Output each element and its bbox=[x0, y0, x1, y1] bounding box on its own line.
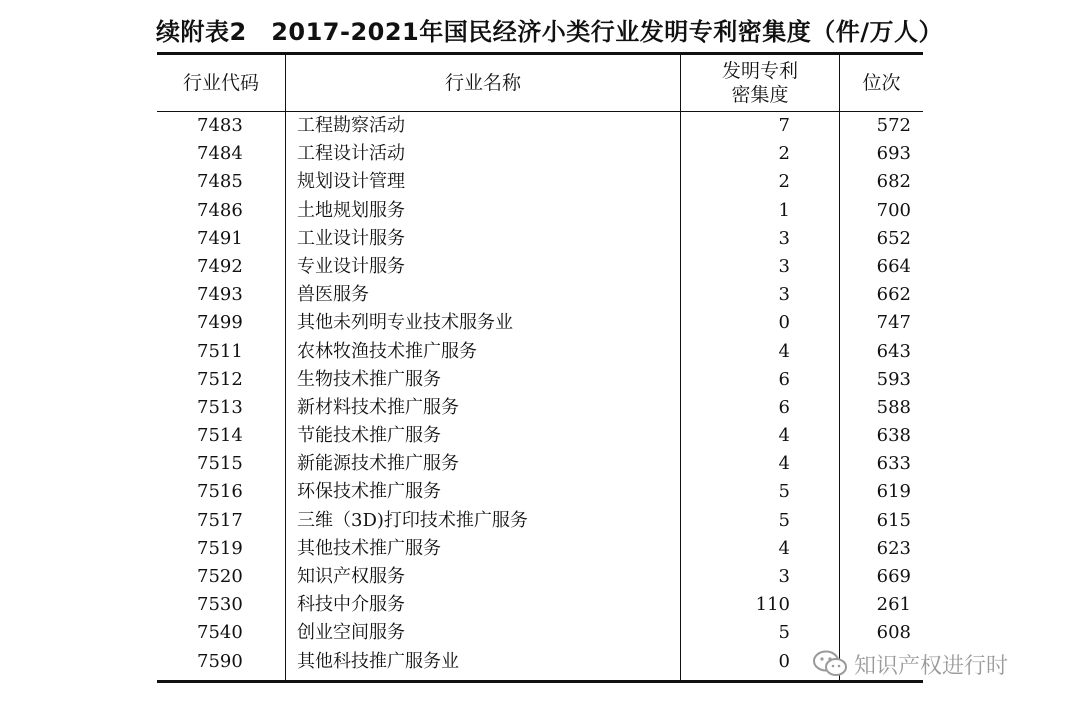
cell-name: 创业空间服务 bbox=[297, 622, 405, 644]
cell-name: 农林牧渔技术推广服务 bbox=[297, 340, 477, 362]
header-density bbox=[681, 55, 839, 111]
cell-name: 工程设计活动 bbox=[297, 143, 405, 165]
cell-density: 3 bbox=[778, 566, 790, 587]
header-name: 行业名称 bbox=[444, 72, 521, 94]
cell-rank: 682 bbox=[876, 171, 911, 193]
cell-code: 7483 bbox=[197, 115, 243, 136]
cell-code: 7492 bbox=[197, 255, 243, 277]
watermark bbox=[812, 646, 1008, 682]
cell-rank: 700 bbox=[876, 199, 911, 221]
cell-density: 2 bbox=[778, 143, 790, 165]
table-row bbox=[157, 591, 923, 619]
cell-code: 7513 bbox=[197, 396, 243, 418]
cell-density: 6 bbox=[778, 368, 790, 390]
cell-code: 7485 bbox=[197, 171, 243, 193]
table-row bbox=[157, 478, 923, 506]
cell-code: 7512 bbox=[197, 368, 243, 390]
table-row bbox=[157, 281, 923, 309]
cell-code: 7493 bbox=[197, 284, 243, 306]
cell-rank: 747 bbox=[876, 312, 911, 334]
cell-code: 7590 bbox=[197, 650, 243, 672]
cell-density: 4 bbox=[778, 340, 790, 362]
cell-code: 7491 bbox=[197, 227, 243, 249]
header-density-line1: 发明专利 bbox=[721, 60, 798, 82]
cell-code: 7499 bbox=[197, 312, 243, 334]
cell-rank: 588 bbox=[876, 396, 911, 418]
cell-name: 知识产权服务 bbox=[297, 566, 405, 587]
table-title: 续附表2 2017-2021年国民经济小类行业发明专利密集度（件/万人） bbox=[156, 18, 944, 46]
cell-density: 2 bbox=[778, 171, 790, 193]
table-row bbox=[157, 309, 923, 337]
table-row bbox=[157, 450, 923, 478]
cell-rank: 633 bbox=[876, 453, 911, 475]
table-row bbox=[157, 112, 923, 140]
table-row bbox=[157, 253, 923, 281]
cell-density: 3 bbox=[778, 284, 790, 306]
cell-rank: 662 bbox=[876, 284, 911, 306]
cell-name: 专业设计服务 bbox=[297, 255, 405, 277]
table-row bbox=[157, 619, 923, 647]
header-code: 行业代码 bbox=[182, 72, 259, 94]
cell-code: 7530 bbox=[197, 594, 243, 616]
cell-name: 新材料技术推广服务 bbox=[297, 396, 459, 418]
cell-code: 7520 bbox=[197, 566, 243, 587]
wechat-icon bbox=[812, 649, 848, 679]
cell-name: 兽医服务 bbox=[297, 284, 369, 306]
table-row bbox=[157, 563, 923, 591]
cell-code: 7540 bbox=[197, 622, 243, 644]
cell-density: 5 bbox=[778, 481, 790, 503]
cell-name: 新能源技术推广服务 bbox=[297, 453, 459, 475]
cell-name: 工程勘察活动 bbox=[297, 115, 405, 136]
cell-name: 环保技术推广服务 bbox=[297, 481, 441, 503]
cell-rank: 669 bbox=[876, 566, 911, 587]
header-density-line2: 密集度 bbox=[731, 84, 789, 106]
cell-density: 3 bbox=[778, 255, 790, 277]
table-row bbox=[157, 168, 923, 196]
cell-rank: 623 bbox=[876, 537, 911, 559]
table-row bbox=[157, 225, 923, 253]
cell-density: 4 bbox=[778, 425, 790, 447]
table-body bbox=[157, 112, 923, 676]
cell-name: 节能技术推广服务 bbox=[297, 425, 441, 447]
cell-density: 5 bbox=[778, 509, 790, 531]
cell-code: 7511 bbox=[197, 340, 243, 362]
table-row bbox=[157, 197, 923, 225]
cell-code: 7515 bbox=[197, 453, 243, 475]
table-row bbox=[157, 507, 923, 535]
cell-density: 1 bbox=[778, 199, 790, 221]
cell-density: 0 bbox=[778, 650, 790, 672]
cell-code: 7517 bbox=[197, 509, 243, 531]
bottom-rule bbox=[157, 680, 923, 683]
cell-density: 4 bbox=[778, 453, 790, 475]
table-row bbox=[157, 648, 923, 676]
cell-density: 6 bbox=[778, 396, 790, 418]
cell-rank: 652 bbox=[876, 227, 911, 249]
table-row bbox=[157, 140, 923, 168]
cell-name: 土地规划服务 bbox=[297, 199, 405, 221]
cell-rank: 664 bbox=[876, 255, 911, 277]
cell-name: 科技中介服务 bbox=[297, 594, 405, 616]
cell-code: 7514 bbox=[197, 425, 243, 447]
cell-rank: 615 bbox=[876, 509, 911, 531]
cell-rank: 261 bbox=[876, 594, 911, 616]
cell-code: 7519 bbox=[197, 537, 243, 559]
cell-rank: 572 bbox=[876, 115, 911, 136]
cell-rank: 643 bbox=[876, 340, 911, 362]
cell-code: 7516 bbox=[197, 481, 243, 503]
cell-density: 7 bbox=[778, 115, 790, 136]
cell-density: 0 bbox=[778, 312, 790, 334]
cell-name: 生物技术推广服务 bbox=[297, 368, 441, 390]
cell-name: 其他科技推广服务业 bbox=[297, 650, 459, 672]
cell-rank: 638 bbox=[876, 425, 911, 447]
cell-name: 三维（3D)打印技术推广服务 bbox=[297, 509, 528, 531]
cell-density: 110 bbox=[755, 594, 790, 616]
table-row bbox=[157, 338, 923, 366]
cell-code: 7486 bbox=[197, 199, 243, 221]
table-row bbox=[157, 422, 923, 450]
cell-density: 5 bbox=[778, 622, 790, 644]
cell-density: 4 bbox=[778, 537, 790, 559]
table-row bbox=[157, 366, 923, 394]
cell-rank: 693 bbox=[876, 143, 911, 165]
cell-rank: 608 bbox=[876, 622, 911, 644]
header-rank: 位次 bbox=[862, 72, 901, 94]
cell-rank: 593 bbox=[876, 368, 911, 390]
cell-code: 7484 bbox=[197, 143, 243, 165]
table-row bbox=[157, 535, 923, 563]
watermark-text: 知识产权进行时 bbox=[854, 653, 1009, 679]
cell-density: 3 bbox=[778, 227, 790, 249]
cell-name: 工业设计服务 bbox=[297, 227, 405, 249]
cell-rank: 619 bbox=[876, 481, 911, 503]
cell-name: 规划设计管理 bbox=[297, 171, 405, 193]
cell-name: 其他技术推广服务 bbox=[297, 537, 441, 559]
table-row bbox=[157, 394, 923, 422]
cell-name: 其他未列明专业技术服务业 bbox=[297, 312, 513, 334]
